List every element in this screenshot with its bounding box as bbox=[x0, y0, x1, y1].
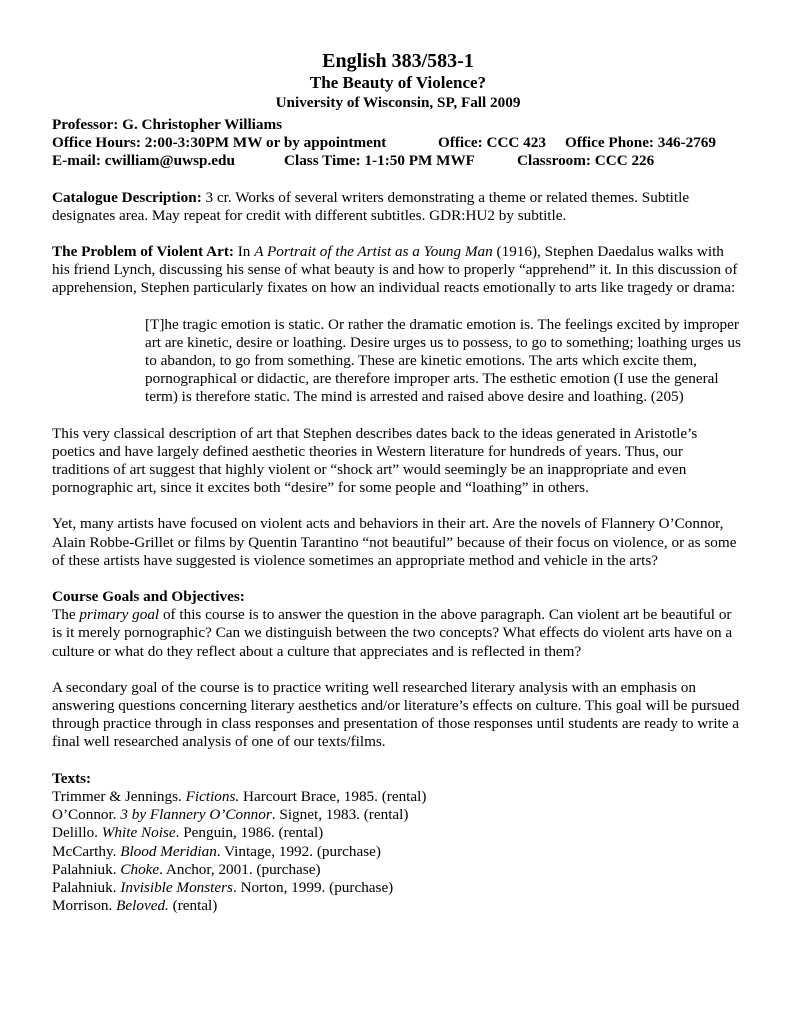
text-title: Blood Meridian bbox=[120, 842, 217, 860]
text-title: White Noise bbox=[101, 824, 176, 842]
office-hours: Office Hours: 2:00-3:30PM MW or by appointment bbox=[52, 134, 387, 152]
text-author: Trimmer & Jennings. bbox=[52, 787, 186, 805]
primary-goal: primary goal bbox=[79, 606, 160, 624]
text-author: Morrison. bbox=[52, 897, 117, 915]
text-item bbox=[52, 806, 744, 824]
problem-heading: The Problem of Violent Art: bbox=[52, 243, 234, 261]
block-quote: [T]he tragic emotion is static. Or rather the dramatic emotion is. The feelings excited by improper art are kinetic, desire or loathing. Desire urges us to possess, to go to something; loathing urges us to abandon, to go from something. These are kinetic emotions. The arts which excite them, pornographical or didactic, are therefore improper arts. The esthetic emotion (I use the general term) is therefore static. The mind is arrested and raised above desire and loathing. (205) bbox=[145, 315, 741, 406]
texts-list bbox=[52, 788, 744, 915]
texts-heading: Texts: bbox=[52, 769, 92, 787]
classical-paragraph: This very classical description of art that Stephen describes dates back to the ideas generated in Aristotle’s poetics and have largely defined aesthetic theories in Western literature for hundreds of years. Thus, our traditions of art suggest that highly violent or “shock art” would seemingly be an inappropriate and even pornographic art, since it excites both “desire” for some people and “loathing” in others. bbox=[52, 424, 698, 497]
problem-text: (1916), Stephen Daedalus walks with his friend Lynch, discussing his sense of what beauty is and how to properly “apprehend” it. In this discussion of apprehension, Stephen particularly fixates on how an individual reacts emotionally to arts like tragedy or drama: bbox=[52, 243, 738, 297]
text-title: Invisible Monsters bbox=[120, 878, 233, 896]
class-time: Class Time: 1-1:50 PM MWF bbox=[284, 152, 475, 170]
text-details: (rental) bbox=[168, 897, 218, 915]
secondary-goal-paragraph: A secondary goal of the course is to practice writing well researched literary analysis with an emphasis on answering questions concerning literary aesthetics and/or literature’s effects on culture. This goal will be pursued through practice through in class responses and presentation of those responses until students are ready to write a final well researched analysis of one of our texts/films. bbox=[52, 678, 740, 751]
goals-pre: The bbox=[52, 606, 80, 624]
classroom: Classroom: CCC 226 bbox=[517, 152, 655, 170]
text-item bbox=[52, 897, 744, 915]
email: E-mail: cwilliam@uwsp.edu bbox=[52, 152, 235, 170]
office-info-row bbox=[52, 134, 744, 152]
text-item bbox=[52, 861, 744, 879]
catalogue-text: 3 cr. Works of several writers demonstrating a theme or related themes. Subtitle designates area. May repeat for credit with different subtitles. GDR:HU2 by subtitle. bbox=[52, 188, 690, 224]
professor-line: Professor: G. Christopher Williams bbox=[52, 116, 283, 133]
university-line: University of Wisconsin, SP, Fall 2009 bbox=[275, 94, 521, 111]
text-title: Choke bbox=[120, 860, 160, 878]
text-details: Harcourt Brace, 1985. (rental) bbox=[239, 787, 427, 805]
text-title: 3 by Flannery O’Connor bbox=[120, 806, 272, 824]
catalogue-description bbox=[52, 189, 744, 225]
goals-paragraph bbox=[52, 606, 744, 661]
text-author: Palahniuk. bbox=[52, 860, 121, 878]
text-details: . Norton, 1999. (purchase) bbox=[232, 878, 394, 896]
problem-paragraph bbox=[52, 243, 744, 298]
course-subtitle: The Beauty of Violence? bbox=[309, 73, 487, 92]
goals-heading: Course Goals and Objectives: bbox=[52, 588, 245, 606]
text-author: McCarthy. bbox=[52, 842, 121, 860]
text-details: . Penguin, 1986. (rental) bbox=[175, 824, 324, 842]
text-title: Fictions. bbox=[185, 787, 240, 805]
text-details: . Signet, 1983. (rental) bbox=[271, 806, 409, 824]
office-phone: Office Phone: 346-2769 bbox=[565, 134, 716, 152]
problem-pre: In bbox=[233, 243, 255, 261]
text-item bbox=[52, 788, 744, 806]
goals-text: of this course is to answer the question in the above paragraph. Can violent art be beautiful or is it merely pornographic? Can we distinguish between the two concepts? What effects do violent arts have on a culture or what do they reflect about a culture that appreciates and is reflected in them? bbox=[52, 606, 733, 660]
syllabus-page bbox=[52, 50, 744, 915]
text-details: . Anchor, 2001. (purchase) bbox=[159, 860, 321, 878]
catalogue-heading: Catalogue Description: bbox=[52, 188, 202, 206]
course-title: English 383/583-1 bbox=[322, 50, 474, 72]
text-item bbox=[52, 824, 744, 842]
text-details: . Vintage, 1992. (purchase) bbox=[216, 842, 381, 860]
text-item bbox=[52, 879, 744, 897]
book-title: A Portrait of the Artist as a Young Man bbox=[254, 243, 493, 261]
text-item bbox=[52, 843, 744, 861]
text-title: Beloved. bbox=[116, 897, 169, 915]
contact-info-row bbox=[52, 152, 744, 170]
text-author: Palahniuk. bbox=[52, 878, 121, 896]
text-author: Delillo. bbox=[52, 824, 102, 842]
office-location: Office: CCC 423 bbox=[438, 134, 546, 152]
artists-paragraph: Yet, many artists have focused on violent acts and behaviors in their art. Are the novels of Flannery O’Connor, Alain Robbe-Grillet or films by Quentin Tarantino “not beautiful” because of their focus on violence, or as some of these artists have suggested is violence sometimes an appropriate method and vehicle in the arts? bbox=[52, 515, 737, 569]
text-author: O’Connor. bbox=[52, 806, 121, 824]
